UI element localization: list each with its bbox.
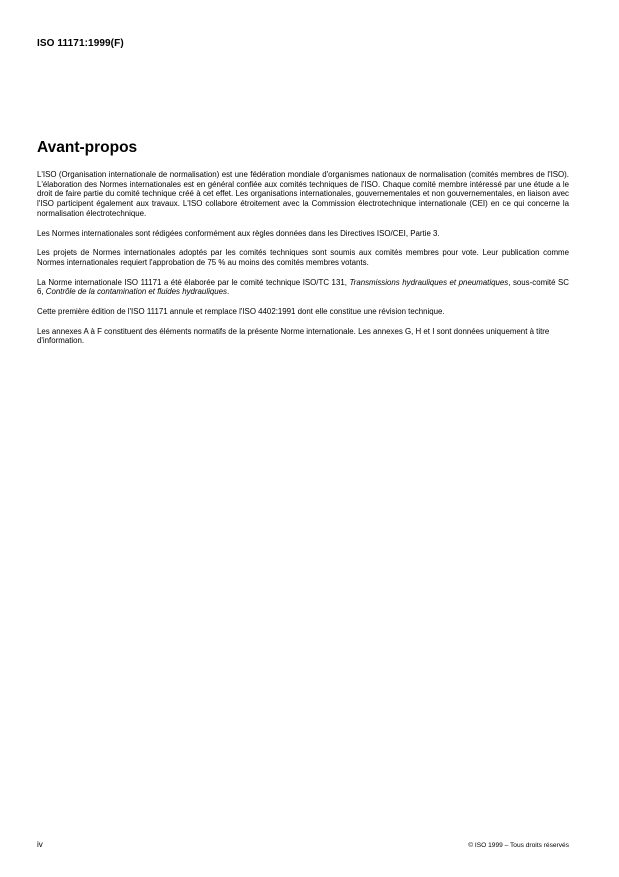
paragraph-edition: Cette première édition de l'ISO 11171 annule et remplace l'ISO 4402:1991 dont elle constitue une révision technique.	[37, 307, 445, 317]
foreword-body	[37, 170, 569, 356]
copyright-notice: © ISO 1999 – Tous droits réservés	[468, 842, 569, 849]
page-number: iv	[37, 840, 43, 849]
paragraph-annexes: Les annexes A à F constituent des éléments normatifs de la présente Norme internationale. Les annexes G, H et I sont données uniquement à titre d'information.	[37, 326, 550, 346]
subcommittee-name: Contrôle de la contamination et fluides hydrauliques	[45, 287, 227, 297]
committee-name: Transmissions hydrauliques et pneumatiques	[349, 277, 509, 287]
document-reference: ISO 11171:1999(F)	[37, 38, 124, 49]
committee-text-part1: La Norme internationale ISO 11171 a été élaborée par le comité technique ISO/TC 131,	[37, 277, 350, 287]
committee-text-part3: .	[226, 287, 230, 297]
paragraph-drafting-rules: Les Normes internationales sont rédigées conformément aux règles données dans les Directives ISO/CEI, Partie 3.	[37, 228, 440, 238]
section-title: Avant-propos	[37, 139, 138, 156]
paragraph-iso-organisation: L'ISO (Organisation internationale de normalisation) est une fédération mondiale d'organismes nationaux de normalisation (comités membres de l'ISO). L'élaboration des Normes internationales est en général confiée aux comités techniques de l'ISO. Chaque comité membre intéressé par une étude a le droit de faire partie du comité technique créé à cet effet. Les organisations internationales, gouvernementales et non gouvernementales, en liaison avec l'ISO participent également aux travaux. L'ISO collabore étroitement avec la Commission électrotechnique internationale (CEI) en ce qui concerne la normalisation électrotechnique.	[37, 170, 569, 218]
committee-text-part2: , sous-comité SC 6,	[37, 277, 569, 297]
paragraph-voting: Les projets de Normes internationales adoptés par les comités techniques sont soumis aux comités membres pour vote. Leur publication comme Normes internationales requiert l'approbation de 75 % au moins des comités membres votants.	[37, 248, 569, 267]
paragraph-committee	[37, 278, 569, 297]
